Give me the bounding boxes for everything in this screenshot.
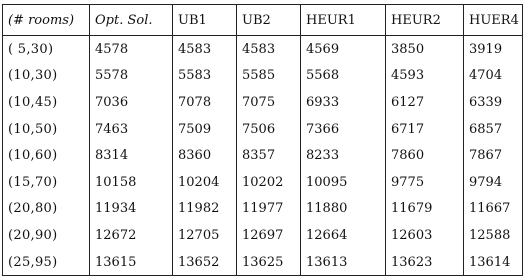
ub1-cell: 4583 — [173, 36, 237, 63]
table-row — [3, 169, 523, 196]
heur2-cell: 12603 — [386, 222, 464, 249]
heur2-cell: 13623 — [386, 249, 464, 276]
opt-sol-cell: 4578 — [90, 36, 173, 63]
ub2-cell: 7075 — [237, 89, 301, 116]
table-row — [3, 63, 523, 90]
header-rooms: (# rooms) — [3, 5, 90, 36]
ub2-cell: 11977 — [237, 196, 301, 223]
ub1-cell: 7078 — [173, 89, 237, 116]
header-huer4: HUER4 — [464, 5, 523, 36]
opt-sol-cell: 11934 — [90, 196, 173, 223]
table-row — [3, 36, 523, 63]
heur2-cell: 7860 — [386, 142, 464, 169]
ub2-cell: 4583 — [237, 36, 301, 63]
rooms-cell: (20,90) — [3, 222, 90, 249]
table-row — [3, 196, 523, 223]
header-heur1: HEUR1 — [301, 5, 386, 36]
huer4-cell: 6857 — [464, 116, 523, 143]
results-table — [2, 4, 523, 276]
opt-sol-cell: 8314 — [90, 142, 173, 169]
rooms-cell: (10,30) — [3, 63, 90, 90]
heur2-cell: 3850 — [386, 36, 464, 63]
heur1-cell: 8233 — [301, 142, 386, 169]
heur1-cell: 6933 — [301, 89, 386, 116]
ub2-cell: 10202 — [237, 169, 301, 196]
header-row — [3, 5, 523, 36]
heur1-cell: 12664 — [301, 222, 386, 249]
ub1-cell: 5583 — [173, 63, 237, 90]
ub1-cell: 8360 — [173, 142, 237, 169]
ub2-cell: 7506 — [237, 116, 301, 143]
opt-sol-cell: 13615 — [90, 249, 173, 276]
rooms-cell: (10,60) — [3, 142, 90, 169]
huer4-cell: 13614 — [464, 249, 523, 276]
ub1-cell: 7509 — [173, 116, 237, 143]
heur2-cell: 6127 — [386, 89, 464, 116]
huer4-cell: 3919 — [464, 36, 523, 63]
huer4-cell: 4704 — [464, 63, 523, 90]
header-ub1: UB1 — [173, 5, 237, 36]
table-row — [3, 142, 523, 169]
opt-sol-cell: 5578 — [90, 63, 173, 90]
ub1-cell: 13652 — [173, 249, 237, 276]
ub1-cell: 10204 — [173, 169, 237, 196]
heur2-cell: 9775 — [386, 169, 464, 196]
table-row — [3, 222, 523, 249]
heur1-cell: 10095 — [301, 169, 386, 196]
rooms-cell: (10,45) — [3, 89, 90, 116]
table-row — [3, 249, 523, 276]
heur1-cell: 7366 — [301, 116, 386, 143]
table-row — [3, 116, 523, 143]
heur2-cell: 4593 — [386, 63, 464, 90]
header-ub2: UB2 — [237, 5, 301, 36]
rooms-cell: ( 5,30) — [3, 36, 90, 63]
heur1-cell: 4569 — [301, 36, 386, 63]
heur1-cell: 13613 — [301, 249, 386, 276]
opt-sol-cell: 12672 — [90, 222, 173, 249]
rooms-cell: (10,50) — [3, 116, 90, 143]
heur1-cell: 5568 — [301, 63, 386, 90]
heur1-cell: 11880 — [301, 196, 386, 223]
ub1-cell: 12705 — [173, 222, 237, 249]
heur2-cell: 6717 — [386, 116, 464, 143]
opt-sol-cell: 7463 — [90, 116, 173, 143]
opt-sol-cell: 10158 — [90, 169, 173, 196]
huer4-cell: 9794 — [464, 169, 523, 196]
table-body — [3, 36, 523, 276]
rooms-cell: (20,80) — [3, 196, 90, 223]
rooms-cell: (25,95) — [3, 249, 90, 276]
huer4-cell: 11667 — [464, 196, 523, 223]
ub2-cell: 5585 — [237, 63, 301, 90]
ub2-cell: 8357 — [237, 142, 301, 169]
header-heur2: HEUR2 — [386, 5, 464, 36]
ub2-cell: 13625 — [237, 249, 301, 276]
ub2-cell: 12697 — [237, 222, 301, 249]
table-header — [3, 5, 523, 36]
heur2-cell: 11679 — [386, 196, 464, 223]
huer4-cell: 12588 — [464, 222, 523, 249]
huer4-cell: 7867 — [464, 142, 523, 169]
ub1-cell: 11982 — [173, 196, 237, 223]
rooms-cell: (15,70) — [3, 169, 90, 196]
table-row — [3, 89, 523, 116]
header-opt-sol: Opt. Sol. — [90, 5, 173, 36]
opt-sol-cell: 7036 — [90, 89, 173, 116]
huer4-cell: 6339 — [464, 89, 523, 116]
